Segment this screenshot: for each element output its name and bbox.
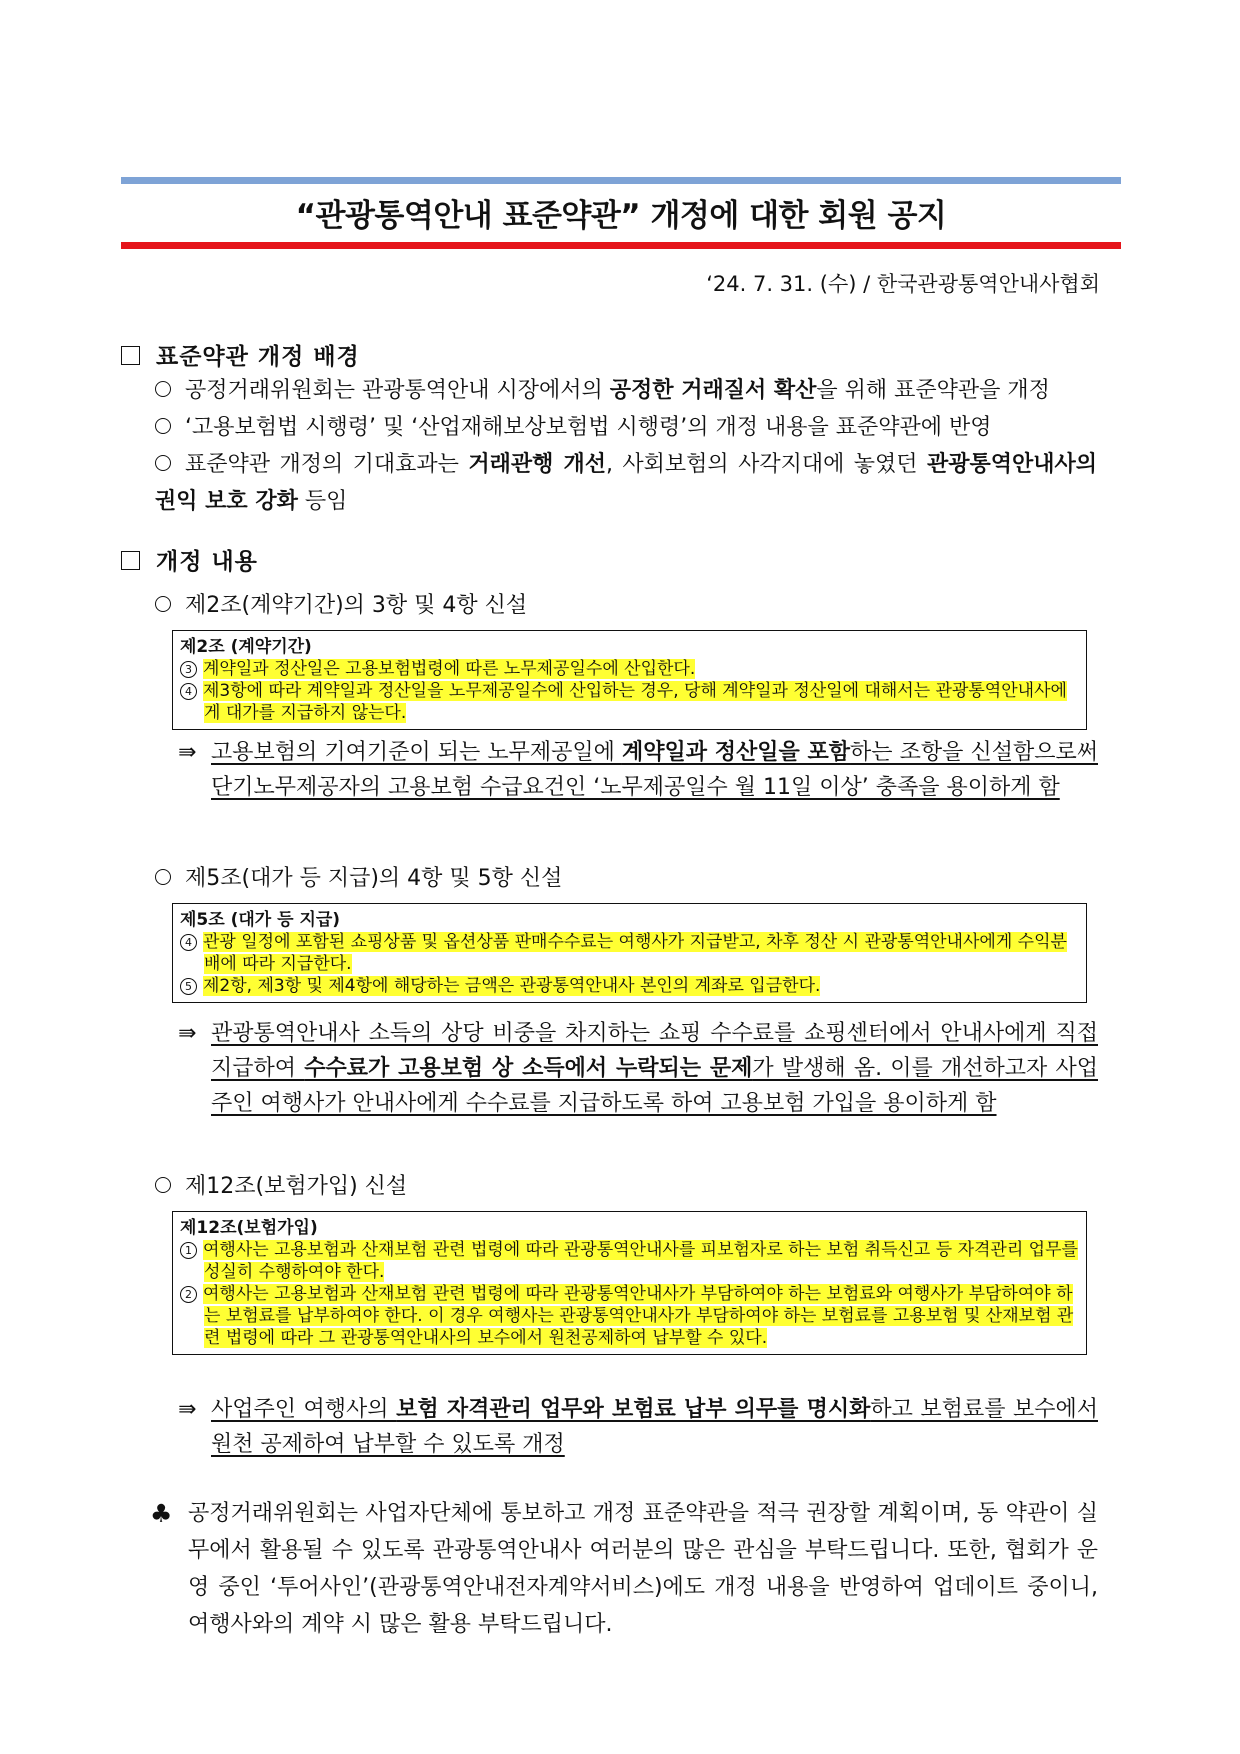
text: , 사회보험의 사각지대에 놓였던 [605,452,927,477]
circle-bullet-icon [155,1177,171,1193]
bold-text: 관광통역안내사의 권익 보호 강화 [155,452,1098,514]
clause-text: 관광 일정에 포함된 쇼핑상품 및 옵션상품 판매수수료는 여행사가 지급받고, 차후 정산 시 관광통역안내사에게 수익분배에 따라 지급한다. [203,932,1067,974]
text: 을 위해 표준약관을 개정 [816,378,1050,403]
article-5-summary [178,1016,1098,1121]
circled-number: 4 [180,934,197,951]
clause-line [180,1239,1079,1283]
text: 표준약관 개정의 기대효과는 [185,452,469,477]
square-bullet-icon [121,346,140,365]
text: 제12조(보험가입) 신설 [185,1174,408,1199]
square-bullet-icon [121,551,140,570]
box-title: 제5조 (대가 등 지급) [180,910,341,930]
closing-note [150,1495,1098,1643]
clause-text: 제3항에 따라 계약일과 정산일을 노무제공일수에 산입하는 경우, 당해 계약일과 정산일에 대해서는 관광통역안내사에게 대가를 지급하지 않는다. [203,681,1067,723]
circle-bullet-icon [155,455,171,471]
circle-bullet-icon [155,381,171,397]
article-12-summary [178,1392,1098,1462]
bold-text: 수수료가 고용보험 상 소득에서 누락되는 문제 [304,1056,753,1081]
article-12-box [172,1211,1087,1355]
clause-line [180,1283,1079,1349]
text: 사업주인 여행사의 [211,1397,397,1422]
box-title: 제12조(보험가입) [180,1218,318,1238]
circle-bullet-icon [155,869,171,885]
article-12-item [155,1168,1097,1205]
bold-text: 거래관행 개선 [468,452,606,477]
circled-number: 3 [180,661,197,678]
closing-text: 공정거래위원회는 사업자단체에 통보하고 개정 표준약관을 적극 권장할 계획이며, 동 약관이 실무에서 활용될 수 있도록 관광통역안내사 여러분의 많은 관심을 부탁드립니다. 또한, 협회가 운영 중인 ‘투어사인’(관광통역안내전자계약서비스)에도 개정 내용을 반영하여 업데이트 중이니, 여행사와의 계약 시 많은 활용 부탁드립니다. [188,1501,1098,1637]
list-item [155,372,1097,409]
text: 고용보험의 기여기준이 되는 노무제공일에 [211,740,622,765]
bold-text: 보험 자격관리 업무와 보험료 납부 의무를 명시화 [396,1397,871,1422]
bold-text: 공정한 거래질서 확산 [609,378,817,403]
clause-line [180,658,1079,680]
text: 등임 [297,489,348,514]
circled-number: 1 [180,1242,197,1259]
clause-line [180,680,1079,724]
text: 하고 보험료를 보수에서 원천 공제하여 납부할 수 있도록 개정 [211,1397,1098,1457]
text: 관광통역안내사 소득의 상당 비중을 차지하는 쇼핑 수수료를 쇼핑센터에서 안내사에게 직접 지급하여 [211,1021,1098,1081]
text: 하는 조항을 신설함으로써 단기노무제공자의 고용보험 수급요건인 ‘노무제공일수 월 11일 이상’ 충족을 용이하게 함 [211,740,1098,800]
text: 제2조(계약기간)의 3항 및 4항 신설 [185,593,528,618]
section-heading-text: 표준약관 개정 배경 [156,344,360,370]
double-arrow-icon: ⇛ [178,740,197,765]
page-title: “관광통역안내 표준약관” 개정에 대한 회원 공지 [295,198,947,234]
article-2-item [155,587,1097,624]
circled-number: 4 [180,683,197,700]
box-title: 제2조 (계약기간) [180,637,312,657]
clause-text: 여행사는 고용보험과 산재보험 관련 법령에 따라 관광통역안내사를 피보험자로 하는 보험 취득신고 등 자격관리 업무를 성실히 수행하여야 한다. [203,1240,1078,1282]
double-arrow-icon: ⇛ [178,1021,197,1046]
article-5-box [172,903,1087,1003]
list-item [155,446,1097,520]
title-top-rule [121,177,1121,184]
circled-number: 5 [180,978,197,995]
clause-text: 제2항, 제3항 및 제4항에 해당하는 금액은 관광통역안내사 본인의 계좌로 입금한다. [203,976,821,996]
bold-text: 계약일과 정산일을 포함 [621,740,851,765]
article-2-summary [178,735,1098,805]
clause-text: 계약일과 정산일은 고용보험법령에 따른 노무제공일수에 산입한다. [203,659,696,679]
section-heading-text: 개정 내용 [156,549,258,575]
double-arrow-icon: ⇛ [178,1397,197,1422]
text: 제5조(대가 등 지급)의 4항 및 5항 신설 [185,866,563,891]
article-5-item [155,860,1097,897]
section-heading-content [121,543,258,576]
circled-number: 2 [180,1286,197,1303]
circle-bullet-icon [155,418,171,434]
clause-text: 여행사는 고용보험과 산재보험 관련 법령에 따라 관광통역안내사가 부담하여야 하는 보험료와 여행사가 부담하여야 하는 보험료를 납부하여야 한다. 이 경우 여행사는 관광통역안내사가 부담하여야 하는 보험료를 고용보험 및 산재보험 관련 법령에 따라 그 관광통역안내사의 보수에서 원천공제하여 납부할 수 있다. [203,1284,1074,1348]
dateline: ‘24. 7. 31. (수) / 한국관광통역안내사협회 [706,272,1100,296]
text: 공정거래위원회는 관광통역안내 시장에서의 [185,378,610,403]
section-heading-background [121,338,360,371]
text: 가 발생해 옴. 이를 개선하고자 사업주인 여행사가 안내사에게 수수료를 지급하도록 하여 고용보험 가입을 용이하게 함 [211,1056,1098,1116]
clause-line [180,931,1079,975]
title-bottom-rule [121,242,1121,249]
circle-bullet-icon [155,596,171,612]
text: ‘고용보험법 시행령’ 및 ‘산업재해보상보험법 시행령’의 개정 내용을 표준약관에 반영 [185,415,992,440]
list-item [155,409,1097,446]
article-2-box [172,630,1087,730]
club-icon: ♣ [150,1499,173,1528]
clause-line [180,975,1079,997]
